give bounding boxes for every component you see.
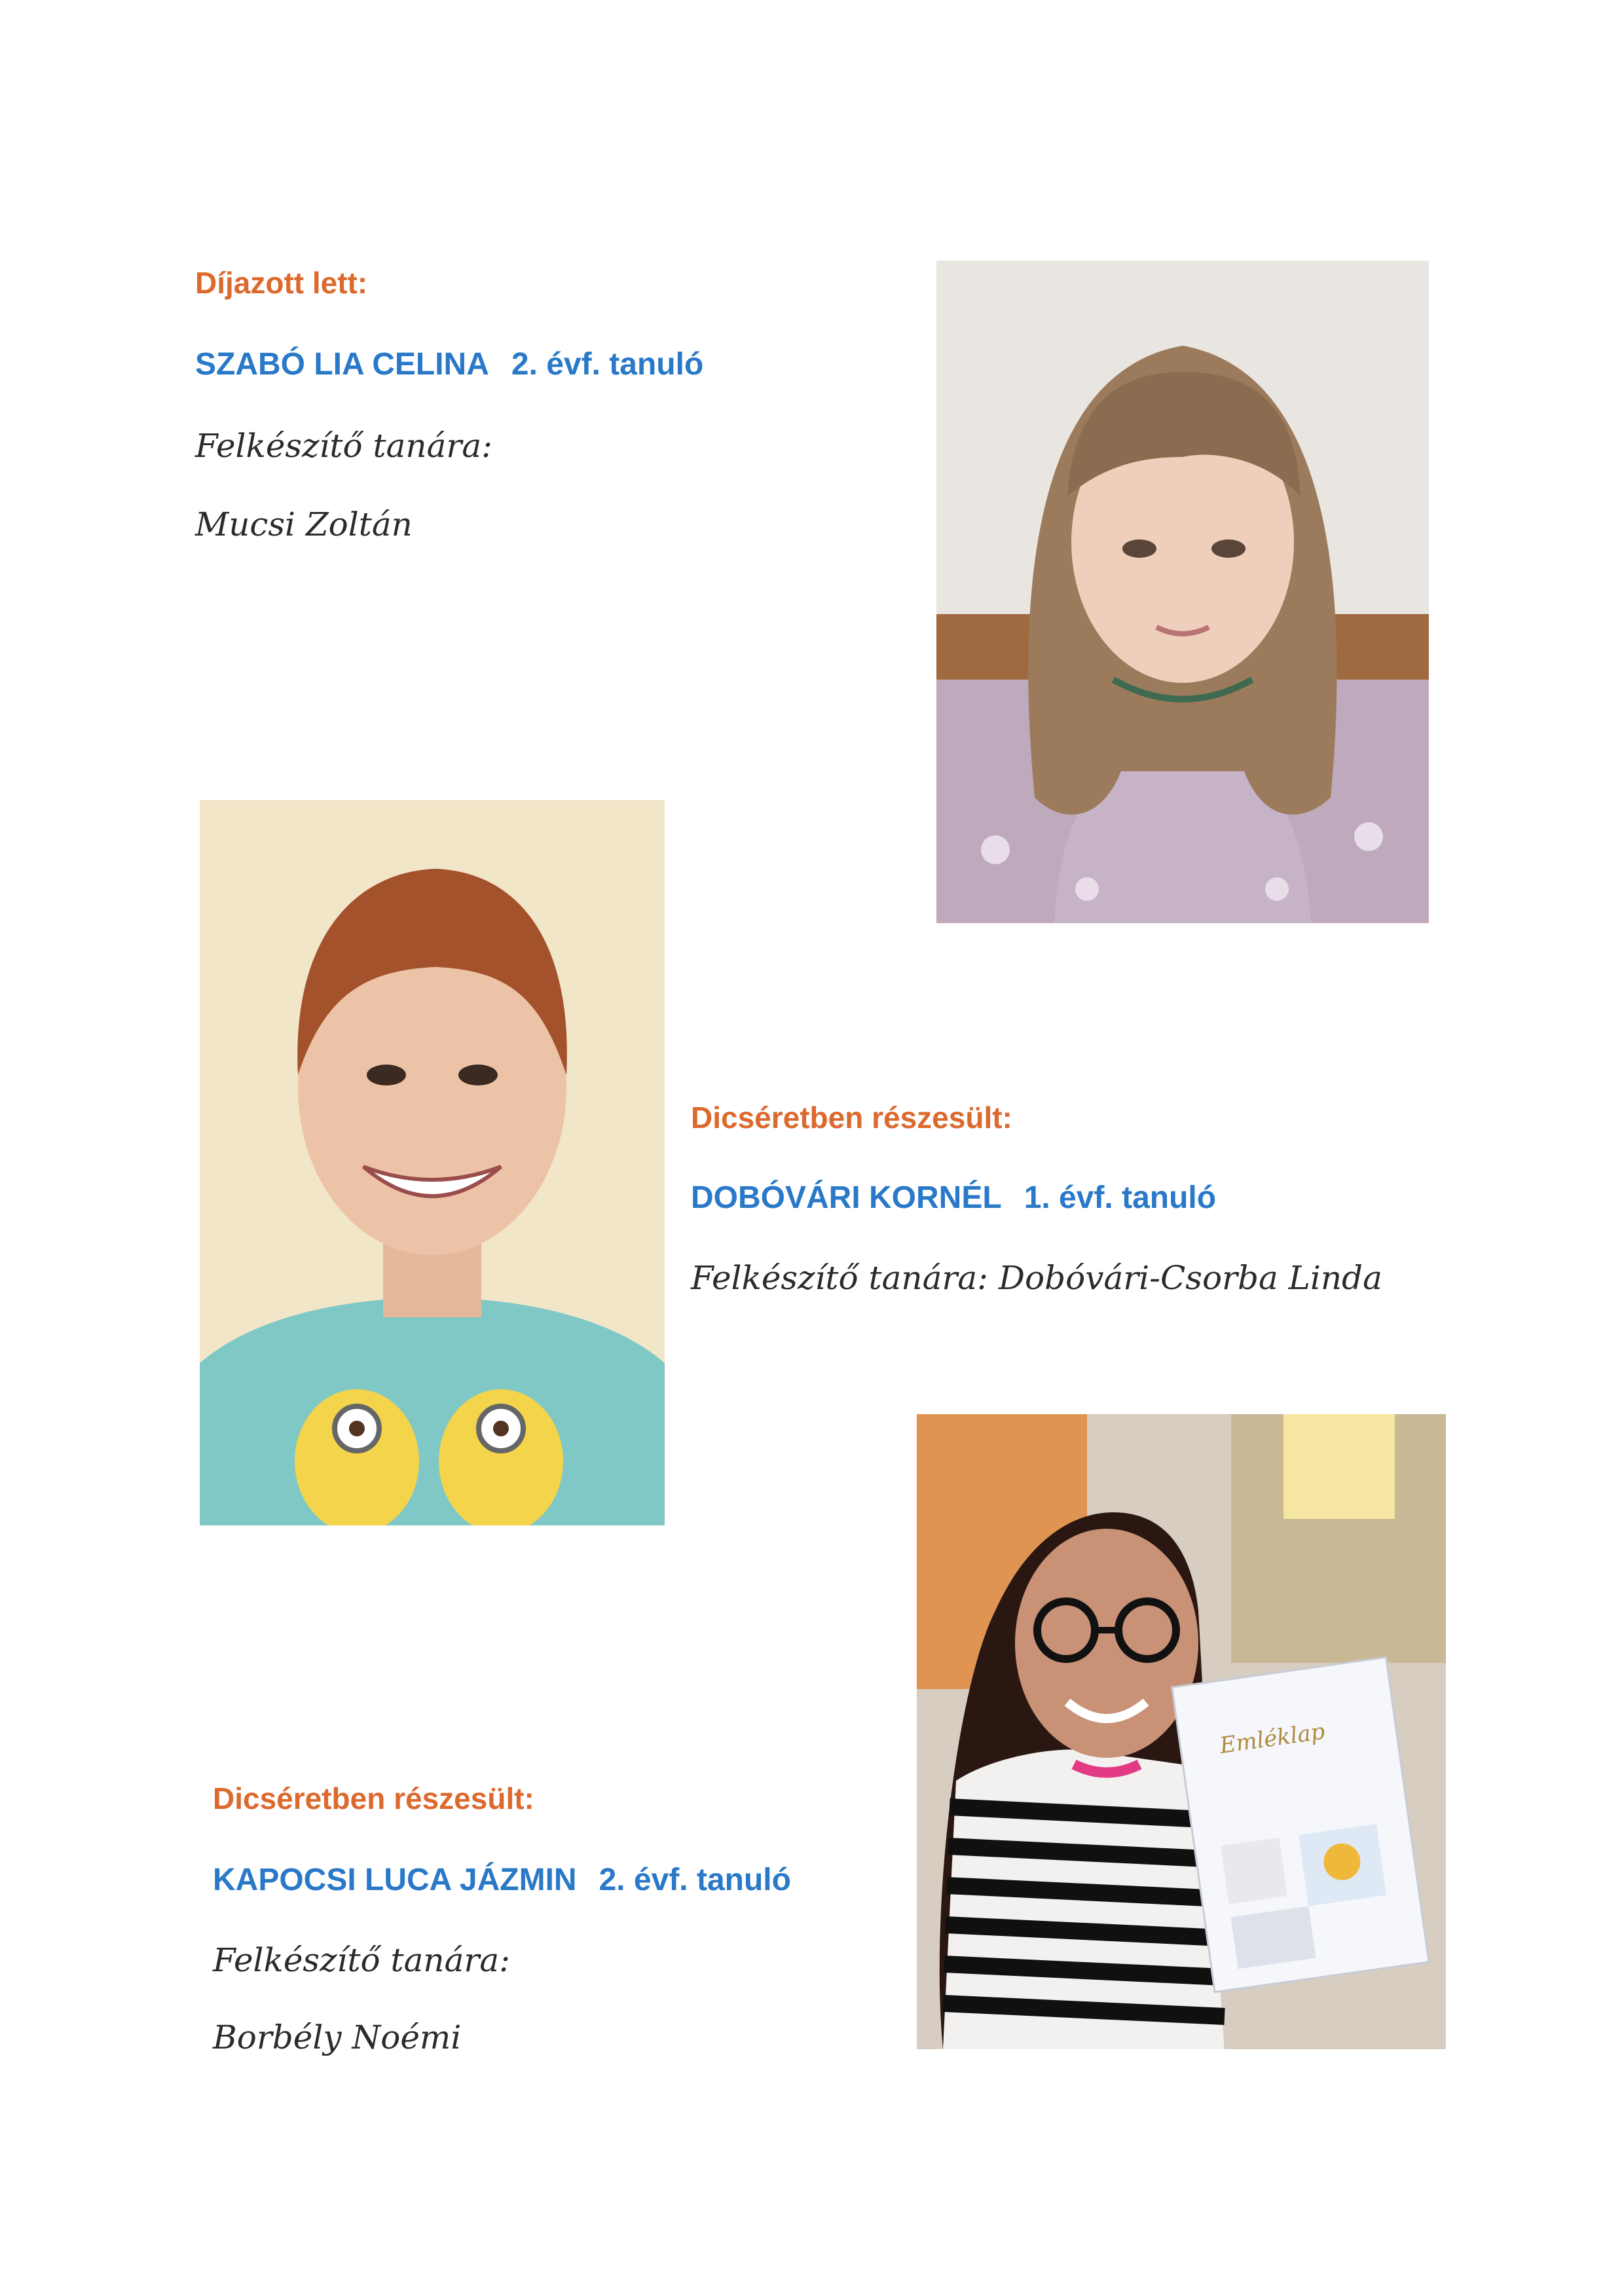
teacher-name: Mucsi Zoltán	[195, 505, 413, 543]
student-grade: 2. évf. tanuló	[511, 347, 704, 382]
student-name: DOBÓVÁRI KORNÉL	[691, 1180, 1002, 1215]
student-name-line	[691, 1180, 1382, 1216]
student-grade: 2. évf. tanuló	[599, 1863, 791, 1897]
student-name: KAPOCSI LUCA JÁZMIN	[213, 1863, 577, 1897]
student-grade: 1. évf. tanuló	[1024, 1180, 1217, 1215]
teacher-name: Borbély Noémi	[213, 2018, 462, 2056]
student-name-line	[213, 1862, 791, 1898]
teacher-line	[691, 1259, 1382, 1297]
award-label: Díjazott lett:	[195, 266, 368, 300]
award-block-2	[691, 1100, 1382, 1297]
award-label: Dicséretben részesült:	[691, 1101, 1012, 1135]
student-photo-3	[917, 1414, 1446, 2049]
student-name: SZABÓ LIA CELINA	[195, 347, 489, 382]
teacher-label: Felkészítő tanára:	[691, 1259, 988, 1297]
teacher-name: Dobóvári-Csorba Linda	[998, 1259, 1382, 1297]
teacher-label: Felkészítő tanára:	[213, 1941, 510, 1979]
award-label: Dicséretben részesült:	[213, 1781, 534, 1815]
teacher-label: Felkészítő tanára:	[195, 427, 492, 465]
student-photo-1	[936, 261, 1429, 923]
award-block-1	[195, 265, 703, 543]
student-photo-2	[200, 800, 665, 1525]
student-name-line	[195, 346, 703, 382]
award-block-3	[213, 1781, 791, 2056]
certificate-title: Emléklap	[1218, 1718, 1327, 1759]
